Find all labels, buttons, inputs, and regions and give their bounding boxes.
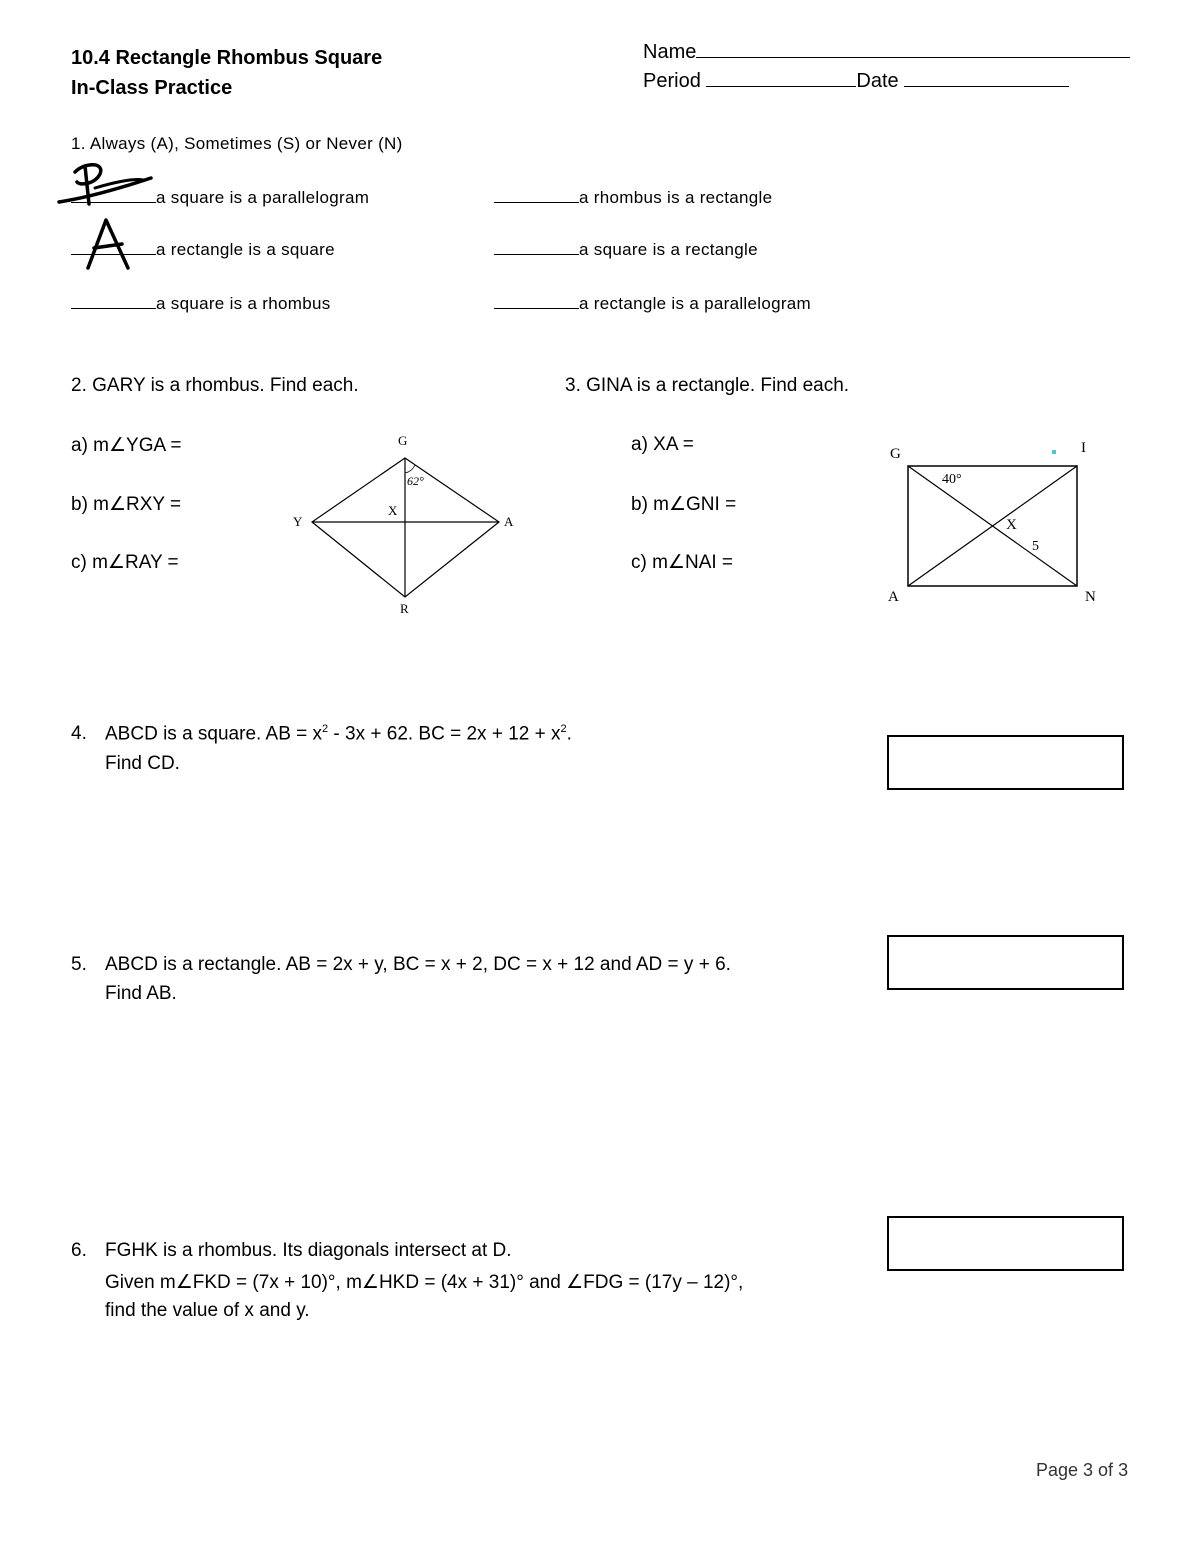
q5-line1: 5. ABCD is a rectangle. AB = 2x + y, BC = x + 2, DC = x + 12 and AD = y + 6.	[71, 954, 731, 975]
q5-answer-box[interactable]	[887, 935, 1124, 990]
vertex-label-a: A	[504, 514, 514, 529]
q3-part-b: b) m∠GNI =	[631, 494, 737, 515]
center-label-x: X	[1006, 517, 1017, 533]
q6-line1: 6. FGHK is a rhombus. Its diagonals intersect at D.	[71, 1240, 512, 1261]
page-number: Page 3 of 3	[1036, 1460, 1129, 1480]
worksheet-subtitle: In-Class Practice	[71, 77, 233, 99]
segment-label-5: 5	[1032, 539, 1039, 554]
angle-label-40: 40°	[942, 472, 962, 487]
answer-blank[interactable]	[71, 292, 156, 309]
vertex-label-a: A	[888, 589, 899, 605]
q4-line2: Find CD.	[105, 753, 180, 774]
period-date-field[interactable]	[643, 68, 1069, 93]
rectangle-gina-figure	[880, 435, 1110, 610]
angle-label-62: 62°	[407, 474, 424, 488]
center-label-x: X	[388, 503, 398, 518]
date-label: Date	[856, 70, 899, 92]
q3-part-a: a) XA =	[631, 434, 694, 455]
q3-title: 3. GINA is a rectangle. Find each.	[565, 375, 850, 396]
q1-item-1: a square is a parallelogram	[71, 186, 369, 208]
q6-line3: find the value of x and y.	[105, 1300, 310, 1321]
date-line[interactable]	[904, 68, 1069, 87]
q1-item-2: a rectangle is a square	[71, 238, 335, 260]
worksheet-title: 10.4 Rectangle Rhombus Square	[71, 47, 383, 69]
vertex-label-g: G	[890, 446, 901, 462]
answer-blank[interactable]	[494, 238, 579, 255]
name-line[interactable]	[696, 39, 1130, 58]
handwritten-answer-a	[82, 214, 137, 272]
q1-item-3: a square is a rhombus	[71, 292, 331, 314]
rhombus-gary-figure	[285, 425, 525, 620]
answer-blank[interactable]	[494, 292, 579, 309]
period-label: Period	[643, 70, 701, 92]
name-label: Name	[643, 41, 697, 63]
q1-item-6: a rectangle is a parallelogram	[494, 292, 811, 314]
period-line[interactable]	[706, 68, 856, 87]
vertex-label-i: I	[1081, 440, 1086, 456]
handwritten-answer-p	[55, 160, 160, 210]
q2-part-a: a) m∠YGA =	[71, 435, 182, 456]
vertex-label-g: G	[398, 433, 408, 448]
blue-dot	[1052, 450, 1056, 454]
q2-part-b: b) m∠RXY =	[71, 494, 182, 515]
q2-title: 2. GARY is a rhombus. Find each.	[71, 375, 359, 396]
vertex-label-r: R	[400, 601, 409, 616]
q6-answer-box[interactable]	[887, 1216, 1124, 1271]
q6-line2: Given m∠FKD = (7x + 10)°, m∠HKD = (4x + 31)° and ∠FDG = (17y – 12)°,	[105, 1272, 744, 1293]
q3-part-c: c) m∠NAI =	[631, 552, 734, 573]
q1-prompt: 1. Always (A), Sometimes (S) or Never (N)	[71, 134, 403, 153]
vertex-label-y: Y	[293, 514, 303, 529]
q4-line1: 4. ABCD is a square. AB = $x^2 - 3x + 62$. BC = $2x + 12 + x^2$.	[71, 723, 572, 745]
name-field[interactable]	[643, 39, 1130, 64]
q2-part-c: c) m∠RAY =	[71, 552, 179, 573]
q5-line2: Find AB.	[105, 983, 177, 1004]
vertex-label-n: N	[1085, 589, 1096, 605]
q1-item-5: a square is a rectangle	[494, 238, 758, 260]
q4-answer-box[interactable]	[887, 735, 1124, 790]
answer-blank[interactable]	[494, 186, 579, 203]
q1-item-4: a rhombus is a rectangle	[494, 186, 772, 208]
